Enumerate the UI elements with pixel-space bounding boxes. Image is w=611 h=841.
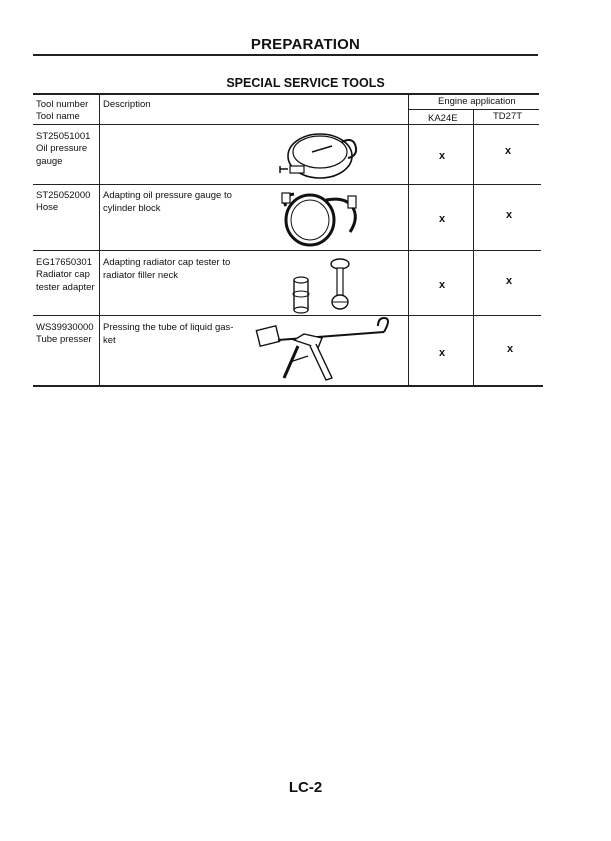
tool-name: Oil pressure gauge (36, 143, 88, 167)
description: Adapting oil pressure gauge to cylinder block (103, 190, 232, 214)
hose-icon (266, 188, 376, 250)
tube-presser-icon (254, 318, 404, 386)
tool-name: Tube presser (36, 334, 92, 345)
col-divider-3 (473, 110, 474, 386)
row-rule-3 (33, 315, 541, 316)
title-rule (33, 54, 538, 56)
section-title: SPECIAL SERVICE TOOLS (226, 76, 385, 90)
tool-name: Radiator cap tester adapter (36, 269, 95, 293)
header-rule (33, 124, 539, 125)
col-divider-2 (408, 94, 409, 386)
row-rule-2 (33, 250, 541, 251)
td27t-mark: x (507, 343, 514, 355)
tool-number: ST25051001 (36, 131, 91, 142)
td27t-mark: x (505, 145, 512, 157)
page-title: PREPARATION (250, 36, 361, 53)
ka24e-mark: x (439, 213, 446, 225)
oil-pressure-gauge-icon (250, 128, 370, 182)
ka24e-mark: x (439, 279, 446, 291)
tool-name: Hose (36, 202, 59, 213)
tool-number: ST25052000 (36, 190, 91, 201)
page-number: LC-2 (288, 779, 323, 796)
row-rule-1 (33, 184, 541, 185)
header-engine-application: Engine application (438, 96, 516, 107)
td27t-mark: x (506, 209, 513, 221)
tool-number: WS39930000 (36, 322, 94, 333)
description: Pressing the tube of liquid gas-ket (103, 322, 234, 346)
table-top-rule (33, 93, 539, 95)
description: Adapting radiator cap tester to radiator filler neck (103, 257, 231, 281)
header-tool-number: Tool number (36, 99, 89, 110)
radiator-cap-adapter-icon (286, 254, 356, 314)
col-divider-1 (99, 94, 100, 386)
ka24e-mark: x (439, 347, 446, 359)
header-description: Description (103, 99, 151, 110)
header-tool-name: Tool name (36, 111, 80, 122)
header-engine-ka24e: KA24E (428, 113, 458, 124)
tool-number: EG17650301 (36, 257, 92, 268)
td27t-mark: x (506, 275, 513, 287)
engine-header-rule (409, 109, 539, 110)
ka24e-mark: x (439, 150, 446, 162)
header-engine-td27t: TD27T (493, 111, 523, 122)
